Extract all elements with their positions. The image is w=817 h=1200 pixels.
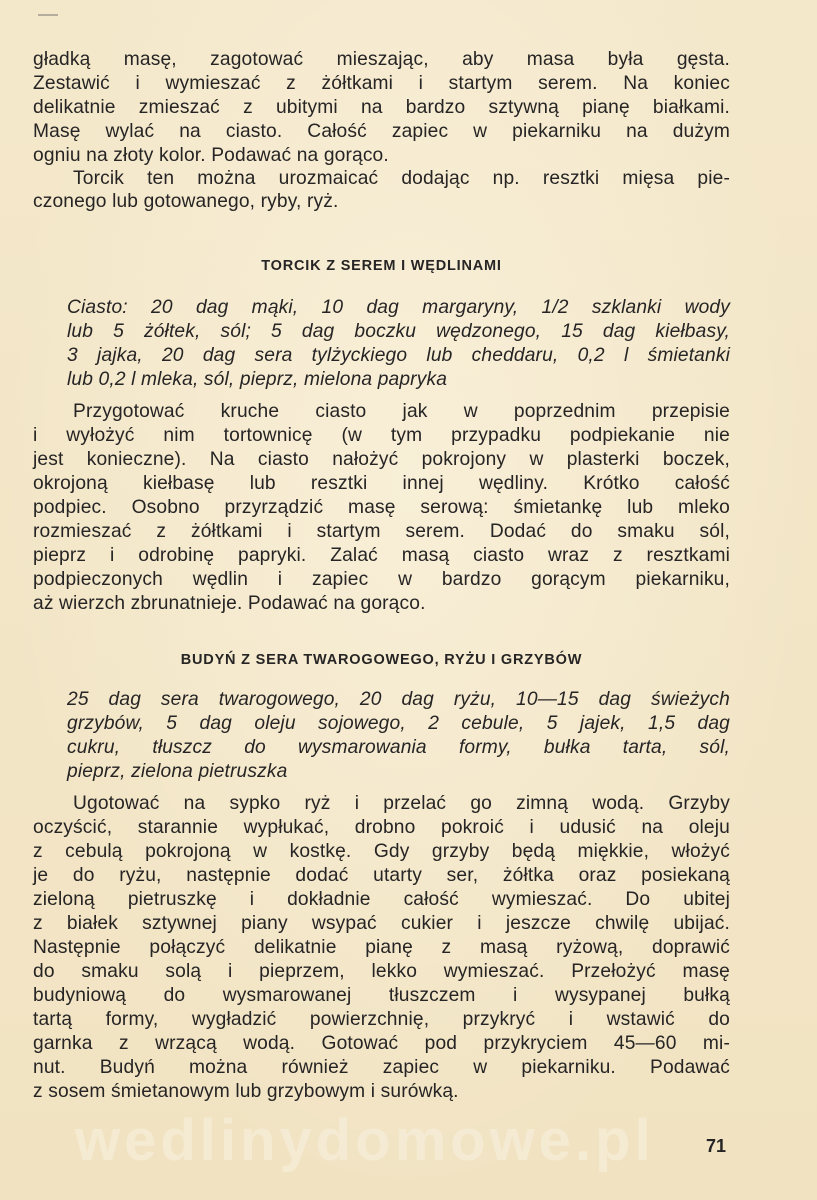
watermark: wedlinydomowe.pl <box>75 1108 655 1173</box>
ingredients-line: cukru, tłuszcz do wysmarowania formy, bułka tarta, sól, <box>67 737 730 758</box>
method-line: aż wierzch zbrunatnieje. Podawać na gorąco. <box>33 593 426 614</box>
ingredients-line: grzybów, 5 dag oleju sojowego, 2 cebule, 5 jajek, 1,5 dag <box>67 713 730 734</box>
method-line: rozmieszać z żółtkami i startym serem. Dodać do smaku sól, <box>33 521 730 542</box>
method-line: i wyłożyć nim tortownicę (w tym przypadku podpiekanie nie <box>33 425 730 446</box>
method-line: budyniową do wysmarowanej tłuszczem i wysypanej bułką <box>33 985 730 1006</box>
intro-line: delikatnie zmieszać z ubitymi na bardzo sztywną pianę białkami. <box>33 97 730 118</box>
method-line: Przygotować kruche ciasto jak w poprzednim przepisie <box>73 401 730 422</box>
recipe-title: TORCIK Z SEREM I WĘDLINAMI <box>261 258 502 274</box>
method-line: nut. Budyń można również zapiec w piekarniku. Podawać <box>33 1057 730 1078</box>
method-line: Następnie połączyć delikatnie pianę z masą ryżową, doprawić <box>33 937 730 958</box>
intro-line: Zestawić i wymieszać z żółtkami i startym serem. Na koniec <box>33 73 730 94</box>
method-line: garnka z wrzącą wodą. Gotować pod przykryciem 45—60 mi- <box>33 1033 730 1054</box>
method-line: jest konieczne). Na ciasto nałożyć pokrojony w plasterki boczek, <box>33 449 730 470</box>
intro-note-line: Torcik ten można urozmaicać dodając np. resztki mięsa pie- <box>73 168 730 189</box>
intro-note-line: czonego lub gotowanego, ryby, ryż. <box>33 191 339 212</box>
ingredients-line: lub 0,2 l mleka, sól, pieprz, mielona papryka <box>67 369 448 390</box>
intro-line: gładką masę, zagotować mieszając, aby masa była gęsta. <box>33 49 730 70</box>
method-line: pieprz i odrobinę papryki. Zalać masą ciasto wraz z resztkami <box>33 545 730 566</box>
ingredients-line: lub 5 żółtek, sól; 5 dag boczku wędzonego, 15 dag kiełbasy, <box>67 321 730 342</box>
method-line: Ugotować na sypko ryż i przelać go zimną wodą. Grzyby <box>73 793 730 814</box>
print-mark <box>38 14 58 16</box>
method-line: do smaku solą i pieprzem, lekko wymieszać. Przełożyć masę <box>33 961 730 982</box>
method-line: zieloną pietruszkę i dokładnie całość wymieszać. Do ubitej <box>33 889 730 910</box>
method-line: podpieczonych wędlin i zapiec w bardzo gorącym piekarniku, <box>33 569 730 590</box>
intro-line: ogniu na złoty kolor. Podawać na gorąco. <box>33 145 389 166</box>
page-number: 71 <box>706 1136 727 1156</box>
method-line: podpiec. Osobno przyrządzić masę serową: śmietankę lub mleko <box>33 497 730 518</box>
method-line: je do ryżu, następnie dodać utarty ser, żółtka oraz posiekaną <box>33 865 730 886</box>
method-line: okrojoną kiełbasę lub resztki innej wędliny. Krótko całość <box>33 473 730 494</box>
method-line: tartą formy, wygładzić powierzchnię, przykryć i wstawić do <box>33 1009 730 1030</box>
method-line: z białek sztywnej piany wsypać cukier i jeszcze chwilę ubijać. <box>33 913 730 934</box>
ingredients-line: pieprz, zielona pietruszka <box>67 761 288 782</box>
recipe-title: BUDYŃ Z SERA TWAROGOWEGO, RYŻU I GRZYBÓW <box>180 652 583 668</box>
ingredients-line: 25 dag sera twarogowego, 20 dag ryżu, 10—15 dag świeżych <box>67 689 730 710</box>
intro-line: Masę wylać na ciasto. Całość zapiec w piekarniku na dużym <box>33 121 730 142</box>
ingredients-line: 3 jajka, 20 dag sera tylżyckiego lub cheddaru, 0,2 l śmietanki <box>67 345 730 366</box>
ingredients-line: Ciasto: 20 dag mąki, 10 dag margaryny, 1/2 szklanki wody <box>67 297 730 318</box>
method-line: z sosem śmietanowym lub grzybowym i surówką. <box>33 1081 459 1102</box>
method-line: oczyścić, starannie wypłukać, drobno pokroić i udusić na oleju <box>33 817 730 838</box>
method-line: z cebulą pokrojoną w kostkę. Gdy grzyby będą miękkie, włożyć <box>33 841 730 862</box>
